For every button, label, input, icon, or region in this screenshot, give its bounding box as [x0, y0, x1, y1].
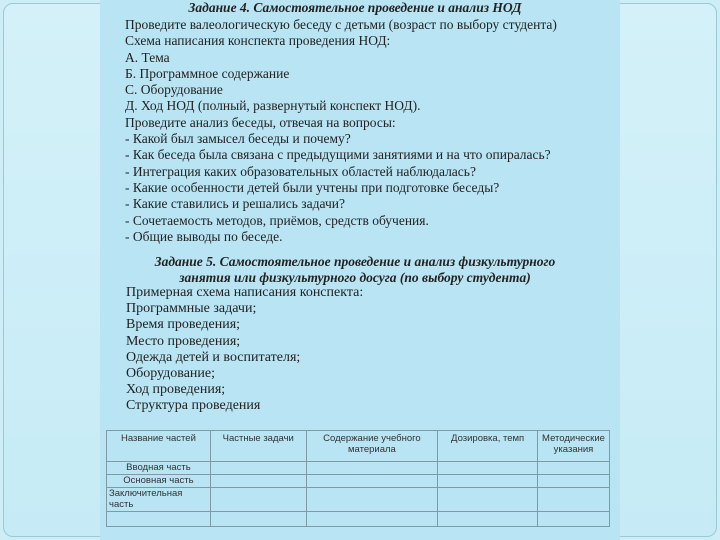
text-line: Программные задачи; — [126, 301, 257, 317]
table-row — [107, 462, 610, 475]
text-line: Б. Программное содержание — [125, 65, 290, 81]
text-line: Ход проведения; — [126, 382, 226, 398]
text-line: - Какие ставились и решались задачи? — [125, 196, 345, 212]
text-line: - Какие особенности детей были учтены при подготовке беседы? — [125, 179, 500, 195]
table-cell — [438, 475, 538, 488]
text-line: - Сочетаемость методов, приёмов, средств обучения. — [125, 212, 429, 228]
table-row — [107, 512, 610, 527]
text-line: С. Оборудование — [125, 82, 223, 98]
task4-lines — [125, 17, 557, 245]
table-cell-part: Основная часть — [107, 475, 211, 488]
text-line: Структура проведения — [126, 398, 261, 414]
table-header-cell: Дозировка, темп — [438, 431, 538, 462]
table-cell — [210, 462, 306, 475]
text-line: - Общие выводы по беседе. — [125, 228, 283, 244]
table-header-cell: Название частей — [107, 431, 211, 462]
table-cell — [306, 488, 438, 512]
text-line: Д. Ход НОД (полный, развернутый конспект НОД). — [125, 98, 421, 114]
table-cell-part: Вводная часть — [107, 462, 211, 475]
lesson-plan-table — [106, 430, 610, 527]
task4-title: Задание 4. Самостоятельное проведение и анализ НОД — [188, 0, 522, 15]
table-cell — [306, 475, 438, 488]
table-header-cell: Методические указания — [538, 431, 610, 462]
table-cell — [538, 462, 610, 475]
table-cell — [210, 488, 306, 512]
table-header-cell: Частные задачи — [210, 431, 306, 462]
text-line: Схема написания конспекта проведения НОД: — [125, 33, 391, 49]
table-cell — [210, 512, 306, 527]
table-cell — [306, 512, 438, 527]
task5-lines — [126, 285, 363, 415]
text-line: - Какой был замысел беседы и почему? — [125, 131, 351, 147]
table-cell — [538, 512, 610, 527]
table-cell — [306, 462, 438, 475]
table-cell-part: Заключительная часть — [107, 488, 211, 512]
table-row — [107, 488, 610, 512]
task5-title-line2: занятия или физкультурного досуга (по выбору студента) — [179, 270, 531, 285]
text-line: Место проведения; — [126, 333, 241, 349]
table-cell — [438, 512, 538, 527]
table-cell — [438, 462, 538, 475]
table-header-row — [107, 431, 610, 462]
task5-title — [110, 254, 600, 286]
text-line: Проведите анализ беседы, отвечая на вопросы: — [125, 114, 396, 130]
text-line: Оборудование; — [126, 366, 216, 382]
task5-title-line1: Задание 5. Самостоятельное проведение и анализ физкультурного — [154, 254, 556, 269]
table-header-cell: Содержание учебного материала — [306, 431, 438, 462]
table-cell — [210, 475, 306, 488]
table-cell — [107, 512, 211, 527]
table-cell — [438, 488, 538, 512]
text-line: Примерная схема написания конспекта: — [126, 285, 364, 300]
table-row — [107, 475, 610, 488]
text-line: А. Тема — [125, 49, 170, 65]
text-line: - Интеграция каких образовательных областей наблюдалась? — [125, 163, 476, 179]
text-line: Проведите валеологическую беседу с детьми (возраст по выбору студента) — [125, 17, 557, 32]
text-line: - Как беседа была связана с предыдущими занятиями и на что опиралась? — [125, 147, 551, 163]
text-line: Одежда детей и воспитателя; — [126, 349, 301, 365]
table-cell — [538, 475, 610, 488]
text-line: Время проведения; — [126, 317, 241, 333]
table-cell — [538, 488, 610, 512]
